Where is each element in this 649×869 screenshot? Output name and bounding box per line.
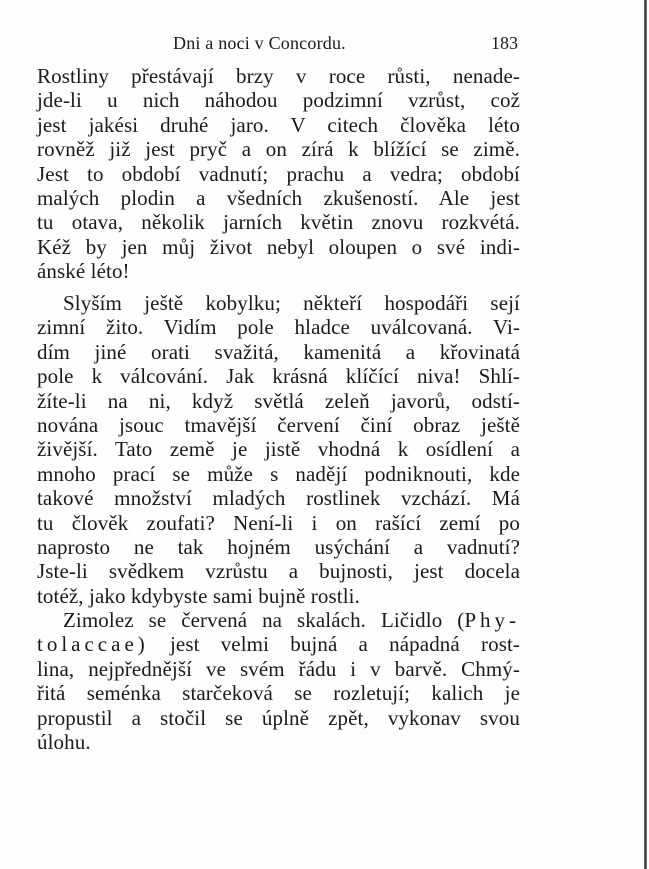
paragraph-3 xyxy=(37,608,520,754)
text-line: žíte-li na ni, když světlá zeleň javorů, odstí- xyxy=(37,388,520,413)
page-edge-border xyxy=(644,0,647,869)
text-line: řitá seménka starčeková se rozletují; kalich je xyxy=(37,681,520,706)
page-number: 183 xyxy=(491,33,518,53)
text-line: tu otava, několik jarních květin znovu rozkvétá. xyxy=(37,210,520,235)
text-line: jde-li u nich náhodou podzimní vzrůst, což xyxy=(37,88,520,113)
text-line: totéž, jako kdybyste sami bujně rostli. xyxy=(37,583,360,608)
text-line: jest jakési druhé jaro. V citech člověka léto xyxy=(37,112,520,137)
text-line: Kéž by jen můj život nebyl oloupen o své indi- xyxy=(37,234,520,259)
text-line: nována jsouc tmavější červení činí obraz ještě xyxy=(37,412,520,437)
text-line: živější. Tato země je jistě vhodná k osídlení a xyxy=(37,437,520,462)
text-line: takové množství mladých rostlinek vzchází. Má xyxy=(37,486,520,511)
text-line: Rostliny přestávají brzy v roce růsti, nenade- xyxy=(37,64,520,88)
text-line: malých plodin a všedních zkušeností. Ale jest xyxy=(37,185,520,210)
text-line: lina, nejpřednější ve svém řádu i v barvě. Chmý- xyxy=(37,656,520,681)
text-line: tu člověk zoufati? Není-li i on rašící zemí po xyxy=(37,510,520,535)
text-line xyxy=(37,608,520,632)
text-line: Slyším ještě kobylku; někteří hospodáři sejí xyxy=(63,291,520,315)
text-line: Jest to období vadnutí; prachu a vedra; období xyxy=(37,161,520,186)
paragraph-1 xyxy=(37,64,520,284)
chapter-title: Dni a noci v Concordu. xyxy=(173,33,346,53)
text-line: rovněž již jest pryč a on zírá k blížící se zimě. xyxy=(37,137,520,162)
text-line: pole k válcování. Jak krásná klíčící niva! Shlí- xyxy=(37,364,520,389)
latin-term-spaced: tolaccae) xyxy=(37,632,149,657)
text-line: Jste-li svědkem vzrůstu a bujnosti, jest docela xyxy=(37,559,520,584)
text-line: naprosto ne tak hojném usýchání a vadnutí? xyxy=(37,534,520,559)
text-line xyxy=(37,632,520,656)
text-line: zimní žito. Vidím pole hladce uválcovaná. Vi- xyxy=(37,315,520,340)
running-header xyxy=(37,30,520,56)
line-text: Zimolez se červená na skalách. Ličidlo ( xyxy=(63,608,465,632)
paragraph-2 xyxy=(37,291,520,608)
latin-term-spaced: Phy- xyxy=(464,608,520,632)
text-line: úlohu. xyxy=(37,729,91,754)
text-line: propustil a stočil se úplně zpět, vykonav svou xyxy=(37,705,520,730)
line-text: jest velmi bujná a nápadná rost- xyxy=(169,632,520,657)
text-line: dím jiné orati svažitá, kamenitá a křovinatá xyxy=(37,339,520,364)
text-line: ánské léto! xyxy=(37,259,130,284)
text-line: mnoho prací se může s nadějí podniknouti, kde xyxy=(37,461,520,486)
